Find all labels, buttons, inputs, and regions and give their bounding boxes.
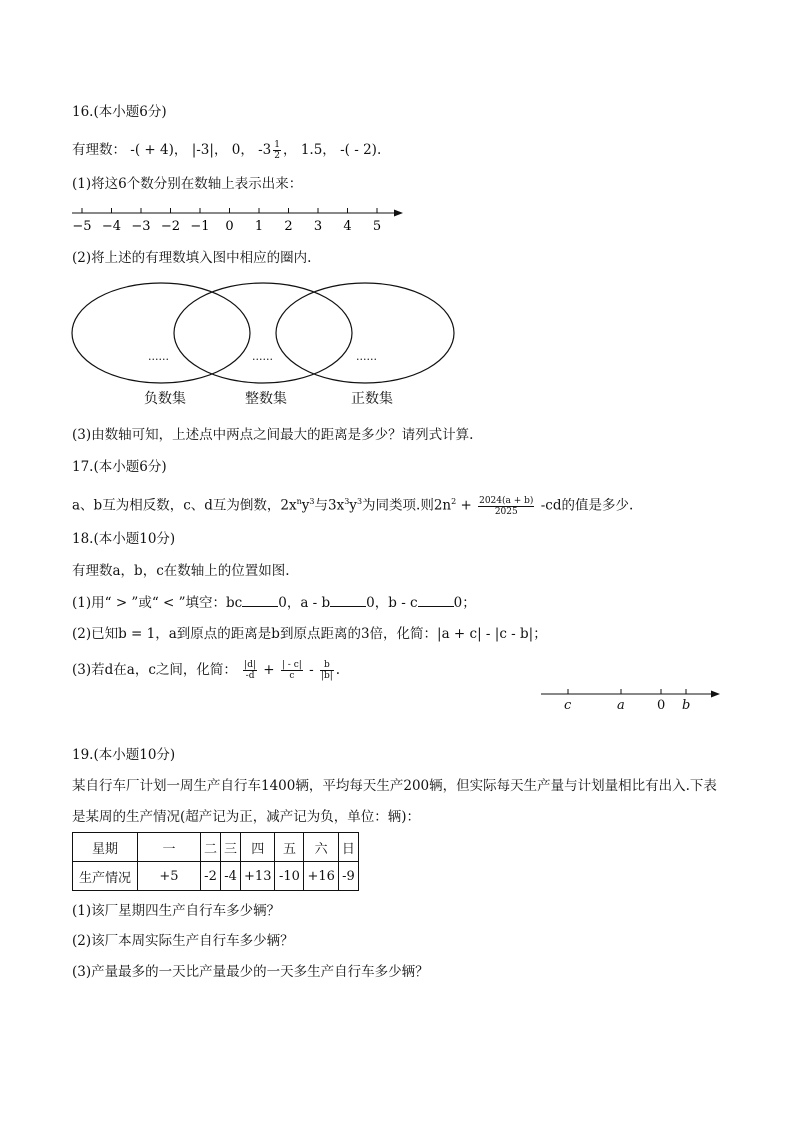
table-cell: -2 bbox=[201, 862, 221, 891]
q19-line1: 某自行车厂计划一周生产自行车1400辆，平均每天生产200辆，但实际每天生产量与计划量相比有出入.下表 bbox=[72, 778, 717, 794]
q18-fraction-2: $\frac{| - c|}{c}$ bbox=[281, 660, 302, 681]
table-cell: +5 bbox=[138, 862, 201, 891]
q16-part3: (3)由数轴可知，上述点中两点之间最大的距离是多少？请列式计算. bbox=[72, 427, 474, 443]
table-cell: 三 bbox=[221, 833, 241, 862]
table-cell: +13 bbox=[241, 862, 275, 891]
table-cell: 一 bbox=[138, 833, 201, 862]
q16-header: 16.(本小题6分) bbox=[72, 104, 167, 120]
venn-dots: ...... bbox=[148, 350, 169, 363]
axis-tick-label: −3 bbox=[131, 219, 151, 234]
venn-label-negative: 负数集 bbox=[144, 391, 186, 407]
q18-fraction-1: $\frac{|d|}{-d}$ bbox=[244, 660, 256, 681]
axis-tick-label: 0 bbox=[225, 219, 234, 234]
axis-label-c: c bbox=[564, 698, 572, 713]
axis-tick-label: 3 bbox=[313, 219, 323, 234]
number-item: -( - 2) bbox=[340, 142, 377, 158]
table-cell: -4 bbox=[221, 862, 241, 891]
q17-fraction: $\frac{2024(a + b)}{2025}$ bbox=[479, 495, 534, 517]
q16-part2: (2)将上述的有理数填入图中相应的圈内. bbox=[72, 250, 312, 266]
axis-label-a: a bbox=[617, 698, 625, 713]
table-cell: -10 bbox=[275, 862, 304, 891]
q17-header: 17.(本小题6分) bbox=[72, 459, 167, 475]
q16-numbers-line: 有理数： -( + 4)， |-3|， 0， -3 $\frac{1}{2}$ ， 1.5， -( - 2). bbox=[72, 140, 382, 161]
q19-header: 19.(本小题10分) bbox=[72, 747, 176, 763]
table-cell: 生产情况 bbox=[73, 862, 138, 891]
axis-tick-label: 1 bbox=[254, 219, 264, 234]
table-cell: 二 bbox=[201, 833, 221, 862]
q18-part3: (3)若d在a，c之间，化简： $\frac{|d|}{-d}$ + $\frac{| - c|}{c}$ - $\frac{b}{|b|}$ . bbox=[72, 660, 341, 681]
number-item: |-3| bbox=[191, 142, 214, 158]
number-item: 1.5 bbox=[300, 142, 323, 158]
axis-tick-label: 2 bbox=[284, 219, 293, 234]
venn-dots: ...... bbox=[356, 350, 377, 363]
q16-part1: (1)将这6个数分别在数轴上表示出来： bbox=[72, 176, 303, 192]
production-table bbox=[72, 832, 359, 891]
table-cell: -9 bbox=[338, 862, 358, 891]
q18-header: 18.(本小题10分) bbox=[72, 531, 176, 547]
axis-tick-label: −5 bbox=[72, 219, 92, 234]
q19-line2: 是某周的生产情况(超产记为正，减产记为负，单位：辆)： bbox=[72, 809, 421, 825]
q18-intro: 有理数a，b，c在数轴上的位置如图. bbox=[72, 563, 290, 579]
number-item: -( + 4) bbox=[130, 142, 174, 158]
axis-tick-label: −4 bbox=[101, 219, 122, 234]
axis-tick-label: −2 bbox=[160, 219, 181, 234]
table-row bbox=[73, 862, 359, 891]
number-item: 0 bbox=[231, 142, 241, 158]
axis-label-b: b bbox=[682, 698, 691, 713]
q16-intro-label: 有理数： bbox=[72, 142, 126, 158]
axis-label-origin: 0 bbox=[657, 698, 666, 713]
q19-question3: (3)产量最多的一天比产量最少的一天多生产自行车多少辆？ bbox=[72, 964, 429, 980]
table-cell: 星期 bbox=[73, 833, 138, 862]
table-cell: 四 bbox=[241, 833, 275, 862]
q18-part2: (2)已知b = 1，a到原点的距离是b到原点距离的3倍，化简：|a + c| - |c - b|； bbox=[72, 626, 547, 642]
venn-dots: ...... bbox=[252, 350, 273, 363]
q19-question1: (1)该厂星期四生产自行车多少辆？ bbox=[72, 903, 281, 919]
table-cell: 日 bbox=[338, 833, 358, 862]
venn-label-integer: 整数集 bbox=[245, 391, 287, 407]
axis-tick-label: 4 bbox=[343, 219, 352, 234]
venn-label-positive: 正数集 bbox=[351, 391, 393, 407]
axis-tick-label: −1 bbox=[190, 219, 210, 234]
q19-question2: (2)该厂本周实际生产自行车多少辆？ bbox=[72, 933, 294, 949]
q18-fraction-3: $\frac{b}{|b|}$ bbox=[320, 660, 333, 681]
table-cell: +16 bbox=[304, 862, 338, 891]
q17-text: a、b互为相反数，c、d互为倒数，$2x^ny^3$与$3x^3y^3$为同类项.则$2n^2$ + $\frac{2024(a + b)}{2025}$ -cd的值是多少. bbox=[72, 495, 634, 517]
table-row bbox=[73, 833, 359, 862]
mixed-fraction: $\frac{1}{2}$ bbox=[274, 140, 281, 161]
table-cell: 六 bbox=[304, 833, 338, 862]
number-item: -3 bbox=[258, 142, 272, 158]
axis-tick-label: 5 bbox=[372, 219, 382, 234]
q18-part1: (1)用“ > ”或“ < ”填空：bc 0，a - b 0，b - c 0； bbox=[72, 595, 476, 611]
table-cell: 五 bbox=[275, 833, 304, 862]
